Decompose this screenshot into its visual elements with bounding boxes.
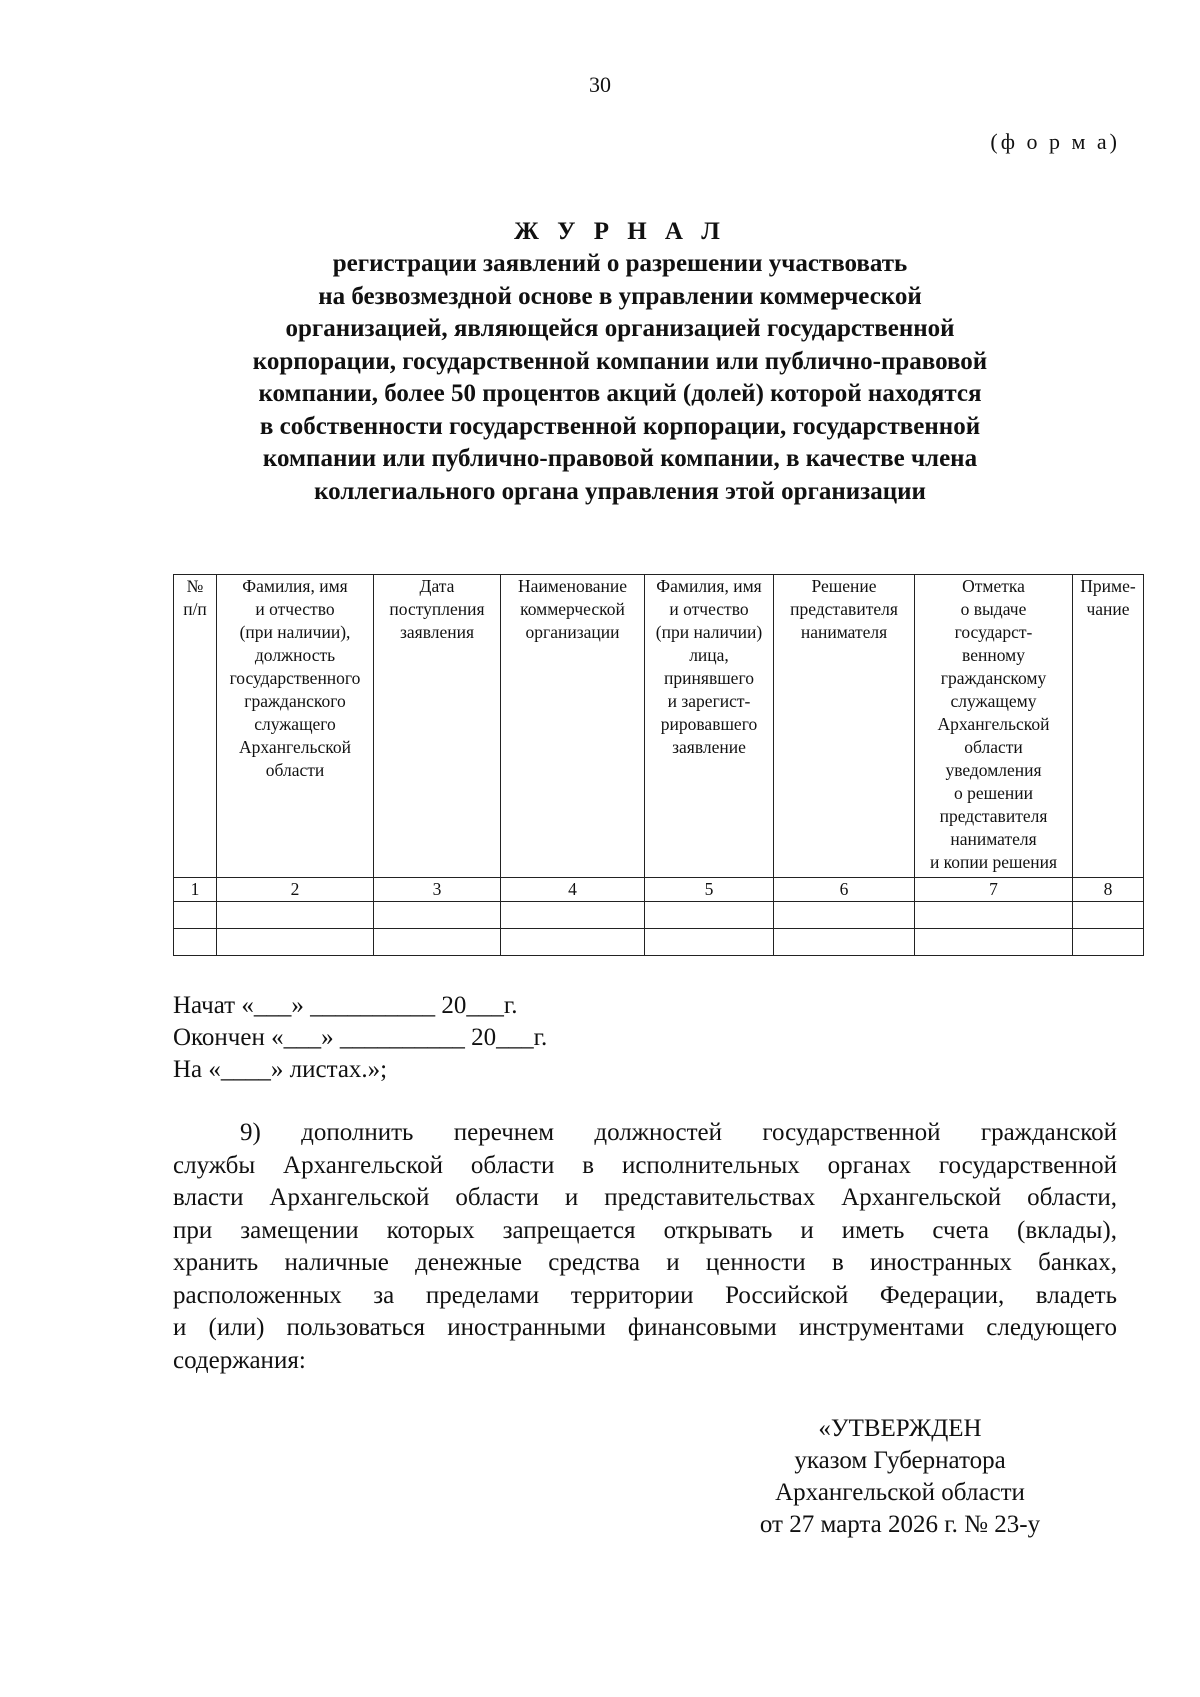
amendment-paragraph (173, 1117, 1117, 1377)
journal-table (173, 574, 1144, 956)
column-number-row (174, 878, 1144, 902)
column-number: 4 (501, 878, 645, 902)
empty-cell (915, 929, 1073, 956)
paragraph-line: и (или) пользоваться иностранными финансовыми инструментами следующего (173, 1314, 1117, 1341)
empty-cell (217, 902, 374, 929)
paragraph-line: власти Архангельской области и представительствах Архангельской области, (173, 1184, 1117, 1211)
empty-cell (174, 902, 217, 929)
empty-cell (915, 902, 1073, 929)
paragraph-line: при замещении которых запрещается открывать и иметь счета (вклады), (173, 1216, 1117, 1244)
subtitle-line: коллегиального органа управления этой организации (314, 477, 926, 505)
paragraph-line: службы Архангельской области в исполнительных органах государственной (173, 1151, 1117, 1179)
column-number: 7 (915, 878, 1073, 902)
empty-cell (645, 929, 774, 956)
empty-cell (774, 902, 915, 929)
column-number: 6 (774, 878, 915, 902)
table-row (174, 929, 1144, 956)
finished-line: Окончен «___» __________ 20___г. (173, 1024, 548, 1051)
column-number: 5 (645, 878, 774, 902)
empty-cell (217, 929, 374, 956)
subtitle-line: в собственности государственной корпорации, государственной (259, 412, 981, 440)
paragraph-line: расположенных за пределами территории Российской Федерации, владеть (173, 1281, 1117, 1309)
approval-line: от 27 марта 2026 г. № 23-у (759, 1511, 1041, 1538)
header-cell-number: № п/п (174, 575, 217, 878)
approval-stamp (700, 1413, 1100, 1541)
paragraph-line: 9) дополнить перечнем должностей государственной гражданской (240, 1119, 1117, 1146)
subtitle-line: компании или публично-правовой компании, в качестве члена (262, 445, 978, 472)
subtitle-line: компании, более 50 процентов акций (долей) которой находятся (258, 380, 982, 407)
paragraph-line: содержания: (173, 1346, 306, 1374)
journal-title: Ж У Р Н А Л (514, 218, 726, 245)
approval-line: указом Губернатора (794, 1447, 1006, 1474)
sheets-line: На «____» листах.»; (173, 1056, 388, 1083)
table-row (174, 902, 1144, 929)
header-cell-employee: Фамилия, имя и отчество (при наличии), должность государственного гражданского служащего Архангельской области (217, 575, 374, 878)
subtitle-line: на безвозмездной основе в управлении коммерческой (318, 282, 922, 310)
journal-title-block (150, 216, 1090, 508)
table-header-row (174, 575, 1144, 878)
header-cell-note: Приме- чание (1073, 575, 1144, 878)
header-cell-registrar: Фамилия, имя и отчество (при наличии) лица, принявшего и зарегист- рировавшего заявление (645, 575, 774, 878)
column-number: 3 (374, 878, 501, 902)
subtitle-line: организацией, являющейся организацией государственной (285, 315, 955, 342)
page-number: 30 (589, 72, 611, 97)
journal-counters (173, 990, 547, 1086)
empty-cell (1073, 929, 1144, 956)
empty-cell (645, 902, 774, 929)
paragraph-line: хранить наличные денежные средства и ценности в иностранных банках, (173, 1249, 1117, 1276)
column-number: 2 (217, 878, 374, 902)
header-cell-date: Дата поступления заявления (374, 575, 501, 878)
subtitle-line: корпорации, государственной компании или публично-правовой (252, 347, 988, 375)
header-cell-organization: Наименование коммерческой организации (501, 575, 645, 878)
column-number: 8 (1073, 878, 1144, 902)
form-label: (ф о р м а) (990, 129, 1120, 154)
empty-cell (374, 929, 501, 956)
column-number: 1 (174, 878, 217, 902)
header-cell-notification-mark: Отметка о выдаче государст- венному гражданскому служащему Архангельской области уведомления о решении представителя нанимателя и копии решения (915, 575, 1073, 878)
approval-line: «УТВЕРЖДЕН (818, 1415, 982, 1442)
empty-cell (174, 929, 217, 956)
empty-cell (374, 902, 501, 929)
subtitle-line: регистрации заявлений о разрешении участвовать (332, 250, 908, 277)
empty-cell (1073, 902, 1144, 929)
header-cell-decision: Решение представителя нанимателя (774, 575, 915, 878)
started-line: Начат «___» __________ 20___г. (173, 992, 518, 1019)
empty-cell (774, 929, 915, 956)
empty-cell (501, 929, 645, 956)
approval-line: Архангельской области (775, 1479, 1025, 1506)
empty-cell (501, 902, 645, 929)
